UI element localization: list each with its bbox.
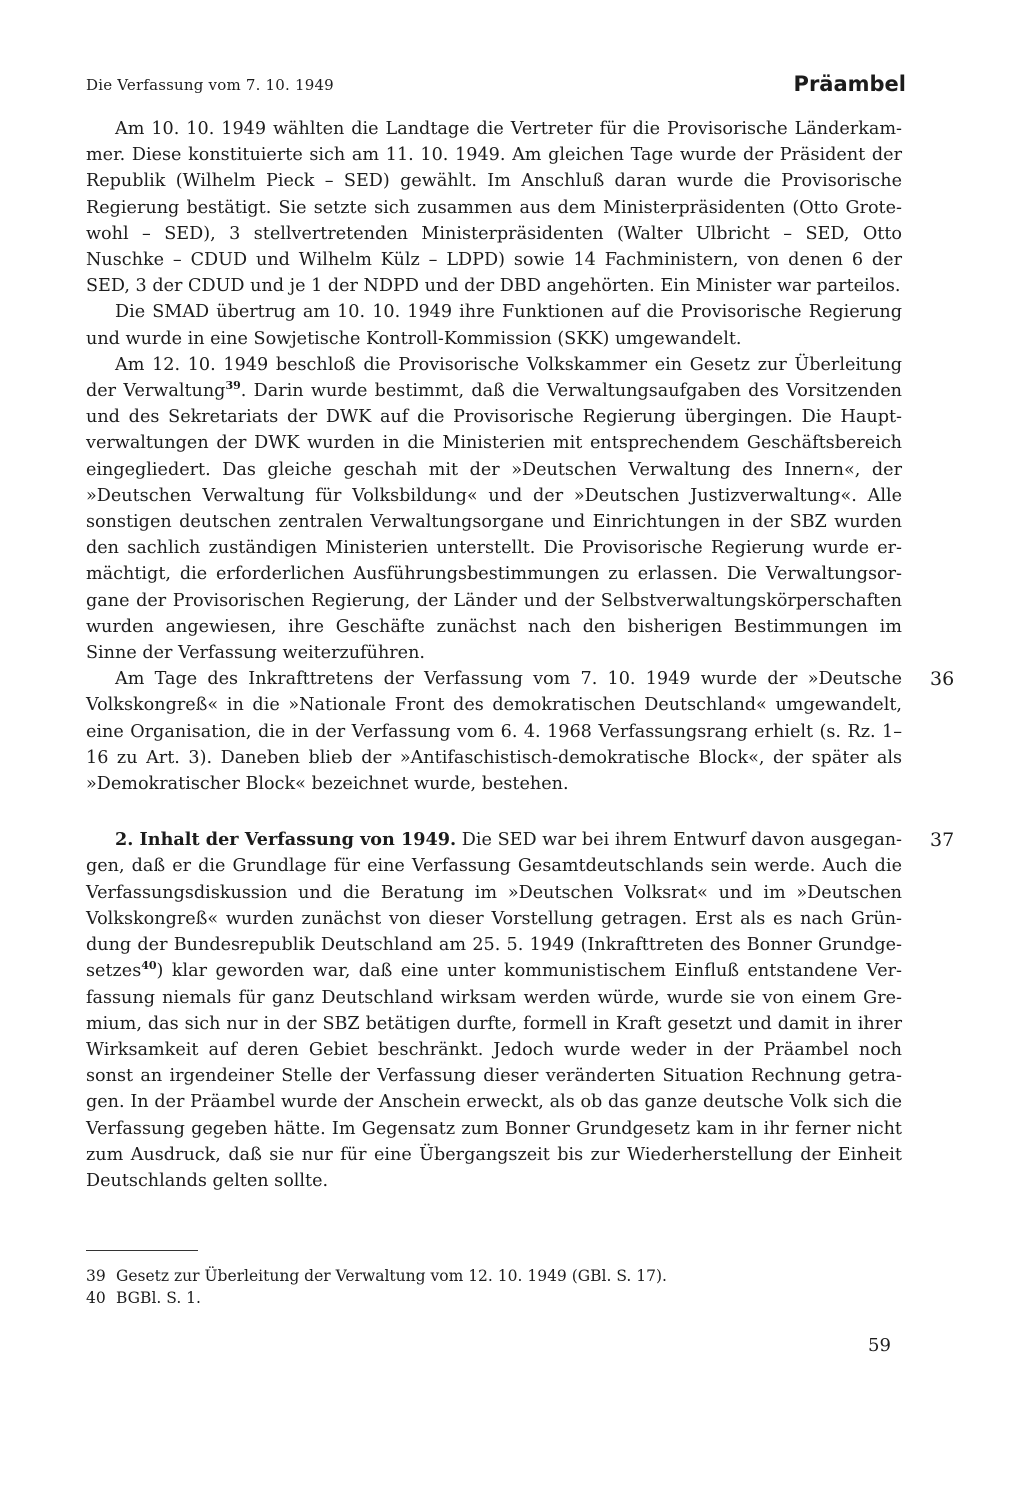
footnote-number: 40 bbox=[86, 1289, 106, 1307]
margin-number-36: 36 bbox=[930, 668, 955, 691]
footnote-text: Gesetz zur Überleitung der Verwaltung vom 12. 10. 1949 (GBl. S. 17). bbox=[116, 1267, 667, 1285]
footnote-ref-39: 39 bbox=[225, 379, 241, 393]
section-lead-heading: 2. Inhalt der Verfassung von 1949. bbox=[115, 829, 457, 851]
paragraph-5-text-a: Die SED war bei ihrem Entwurf davon ausgegangen, daß er die Grundlage für eine Verfassung Gesamtdeutschlands sein werde. Auch die Verfassungsdiskussion und die Beratung im »Deutschen Volksrat« und im »Deutschen Volkskongreß« wurden zunächst von dieser Vorstellung getragen. Erst als es nach Gründung der Bundesrepublik Deutschland am 25. 5. 1949 (Inkrafttreten des Bonner Grundgesetzes bbox=[86, 830, 902, 982]
running-head bbox=[86, 74, 906, 100]
footnote-ref-40: 40 bbox=[141, 959, 157, 973]
paragraph-5 bbox=[86, 827, 902, 1194]
paragraph-4: Am Tage des Inkrafttretens der Verfassung vom 7. 10. 1949 wurde der »Deutsche Volkskongreß« in die »Nationale Front des demokratischen Deutschland« umgewandelt, eine Organisation, die in der Verfassung vom 6. 4. 1968 Verfassungsrang erhielt (s. Rz. 1–16 zu Art. 3). Daneben blieb der »Antifaschistisch-demokratische Block«, der später als »Demokratischer Block« bezeichnet wurde, bestehen. bbox=[86, 669, 902, 795]
paragraph-4-block bbox=[86, 666, 955, 797]
section-heading: Präambel bbox=[793, 72, 906, 96]
paragraph-5-text-b: ) klar geworden war, daß eine unter kommunistischem Einfluß entstandene Verfassung niemals für ganz Deutschland wirksam werden würde, wurde sie von einem Gremium, das sich nur in der SBZ betätigen durfte, formell in Kraft gesetzt und damit in ihrer Wirksamkeit auf deren Gebiet beschränkt. Jedoch wurde weder in der Präambel noch sonst an irgendeiner Stelle der Verfassung dieser veränderten Situation Rechnung getragen. In der Präambel wurde der Anschein erweckt, als ob das ganze deutsche Volk sich die Verfassung gegeben hätte. Im Gegensatz zum Bonner Grundgesetz kam in ihr ferner nicht zum Ausdruck, daß sie nur für eine Übergangszeit bis zur Wiederherstellung der Einheit Deutschlands gelten sollte. bbox=[86, 961, 902, 1191]
footnote-40 bbox=[86, 1287, 902, 1309]
paragraph-3-text-b: . Darin wurde bestimmt, daß die Verwaltungsaufgaben des Vorsitzenden und des Sekretariats der DWK auf die Provisorische Regierung übergingen. Die Hauptverwaltungen der DWK wurden in die Ministerien mit entsprechendem Geschäftsbereich eingegliedert. Das gleiche geschah mit der »Deutschen Verwaltung des Innern«, der »Deutschen Verwaltung für Volksbildung« und der »Deutschen Justizverwaltung«. Alle sonstigen deutschen zentralen Verwaltungsorgane und Einrichtungen in der SBZ wurden den sachlich zuständigen Ministerien unterstellt. Die Provisorische Regierung wurde ermächtigt, die erforderlichen Ausführungsbestimmungen zu erlassen. Die Verwaltungsorgane der Provisorischen Regierung, der Länder und der Selbstverwaltungskörperschaften wurden angewiesen, ihre Geschäfte zunächst nach den bisherigen Bestimmungen im Sinne der Verfassung weiterzuführen. bbox=[86, 381, 902, 664]
page-number: 59 bbox=[868, 1335, 891, 1356]
paragraph-2: Die SMAD übertrug am 10. 10. 1949 ihre Funktionen auf die Provisorische Regierung und wurde in eine Sowjetische Kontroll-Kommission (SKK) umgewandelt. bbox=[86, 302, 902, 349]
paragraph-1: Am 10. 10. 1949 wählten die Landtage die Vertreter für die Provisorische Länderkammer. Diese konstituierte sich am 11. 10. 1949. Am gleichen Tage wurde der Präsident der Republik (Wilhelm Pieck – SED) gewählt. Im Anschluß daran wurde die Provisorische Regierung bestätigt. Sie setzte sich zusammen aus dem Ministerpräsidenten (Otto Grotewohl – SED), 3 stellvertretenden Ministerpräsidenten (Walter Ulbricht – SED, Otto Nuschke – CDUD und Wilhelm Külz – LDPD) sowie 14 Fachministern, von denen 6 der SED, 3 der CDUD und je 1 der NDPD und der DBD angehörten. Ein Minister war parteilos. bbox=[86, 119, 902, 297]
footnote-rule bbox=[86, 1250, 198, 1251]
footnote-number: 39 bbox=[86, 1267, 106, 1285]
body-text bbox=[86, 116, 955, 1194]
footnote-text: BGBl. S. 1. bbox=[116, 1289, 201, 1307]
section-gap bbox=[86, 797, 902, 827]
running-head-title: Die Verfassung vom 7. 10. 1949 bbox=[86, 76, 334, 94]
footnotes bbox=[86, 1250, 902, 1309]
margin-number-37: 37 bbox=[930, 829, 955, 852]
paragraph-5-block bbox=[86, 827, 955, 1194]
footnote-39 bbox=[86, 1265, 902, 1287]
paragraph-3 bbox=[86, 352, 902, 666]
paragraph-3-text-a: Am 12. 10. 1949 beschloß die Provisorische Volkskammer ein Gesetz zur Überleitung der Verwaltung bbox=[86, 354, 902, 402]
